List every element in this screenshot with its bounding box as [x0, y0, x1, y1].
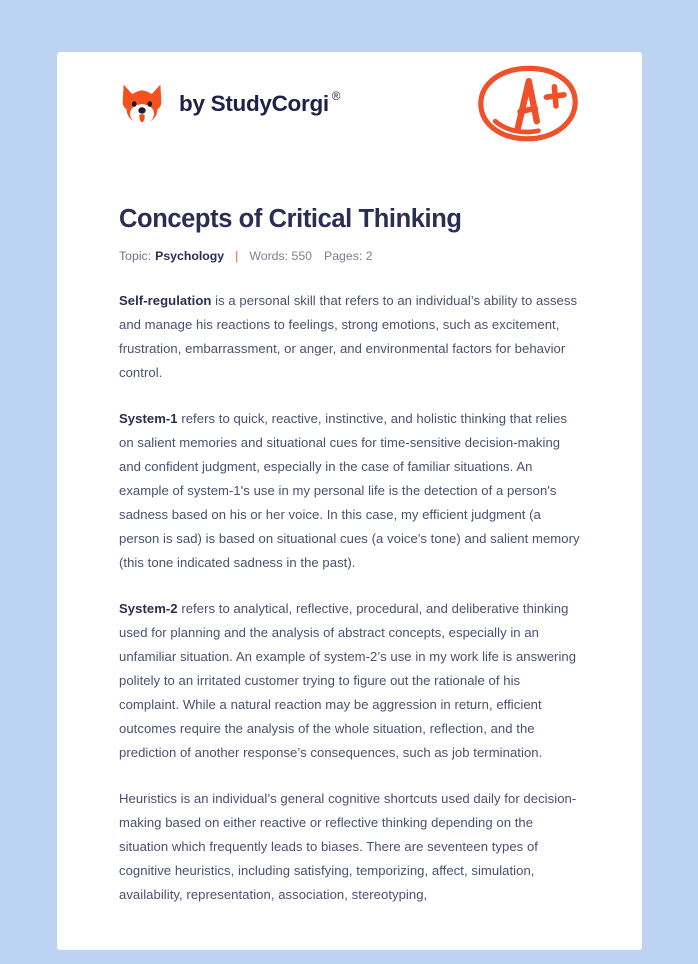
- page-content: [57, 52, 642, 907]
- meta-separator: |: [235, 248, 239, 263]
- paragraph-text: refers to analytical, reflective, procedural, and deliberative thinking used for planning and the analysis of abstract concepts, especially in an unfamiliar situation. An example of system-2’s use in my work life is answering politely to an irritated customer trying to figure out the rationale of his complaint. While a natural reaction may be aggression in return, efficient outcomes require the analysis of the whole situation, reflection, and the prediction of another response’s consequences, such as job termination.: [119, 600, 577, 760]
- paragraph-system-1: [119, 407, 580, 575]
- corgi-mascot-icon: [119, 81, 165, 127]
- document-header: [119, 52, 580, 152]
- word-count: Words: 550: [249, 248, 313, 263]
- a-plus-grade-icon: [476, 62, 580, 146]
- page-title: Concepts of Critical Thinking: [119, 205, 462, 233]
- paragraph-heuristics: [119, 787, 580, 907]
- topic-label: Topic:: [119, 248, 152, 263]
- topic-value[interactable]: Psychology: [155, 248, 225, 263]
- brand-name: [179, 91, 340, 117]
- paragraph-self-regulation: [119, 289, 580, 385]
- page-count: Pages: 2: [324, 248, 373, 263]
- paragraph-text: refers to quick, reactive, instinctive, and holistic thinking that relies on salient memories and situational cues for time-sensitive decision-making and confident judgment, especially in the case of familiar situations. An example of system-1's use in my personal life is the detection of a person's sadness based on his or her voice. In this case, my efficient judgment (a person is sad) is based on situational cues (a voice's tone) and salient memory (this tone indicated sadness in the past).: [119, 410, 580, 570]
- paragraph-term: System-2: [119, 600, 178, 616]
- paragraph-text: is a personal skill that refers to an individual’s ability to assess and manage his reactions to feelings, strong emotions, such as excitement, frustration, embarrassment, or anger, and environmental factors for behavior control.: [119, 292, 578, 380]
- paragraph-system-2: [119, 597, 580, 765]
- document-page: [57, 52, 642, 950]
- document-body: [119, 263, 580, 907]
- paragraph-term: Self-regulation: [119, 292, 212, 308]
- registered-trademark-icon: ®: [331, 91, 341, 103]
- brand-lockup: [119, 81, 340, 127]
- brand-name-label: by StudyCorgi: [179, 91, 329, 116]
- paragraph-term: System-1: [119, 410, 178, 426]
- paragraph-text: Heuristics is an individual’s general cognitive shortcuts used daily for decision-making based on either reactive or reflective thinking depending on the situation which frequently leads to biases. There are seventeen types of cognitive heuristics, including satisfying, temporizing, affect, simulation, availability, representation, association, stereotyping,: [119, 790, 577, 902]
- document-meta: [119, 235, 580, 263]
